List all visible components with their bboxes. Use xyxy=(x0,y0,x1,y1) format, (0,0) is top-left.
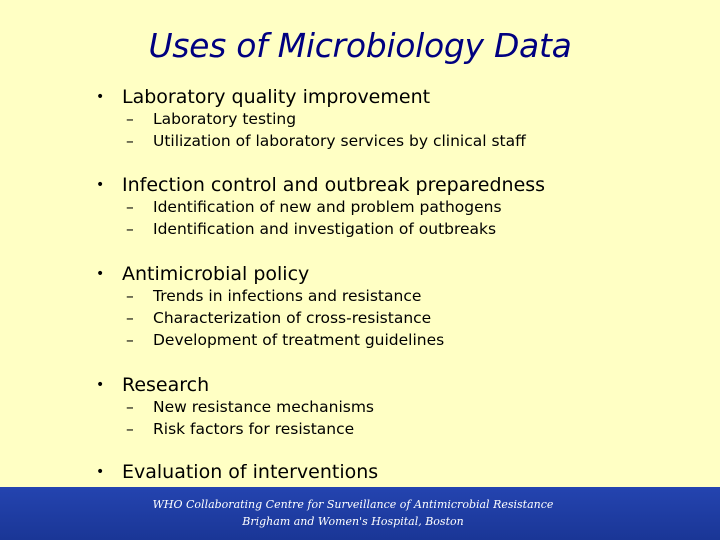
sub-bullet-item xyxy=(126,307,444,329)
bullet-marker: • xyxy=(96,377,105,393)
bullet-text: Laboratory quality improvement xyxy=(122,86,431,108)
sub-bullet-item xyxy=(126,196,545,218)
sub-bullet-marker: – xyxy=(126,220,134,238)
bullet-text: Infection control and outbreak preparedness xyxy=(122,174,546,196)
slide-title: Uses of Microbiology Data xyxy=(148,26,572,65)
bullet-text: Research xyxy=(122,374,210,396)
sub-bullet-marker: – xyxy=(126,420,134,438)
sub-bullet-marker: – xyxy=(126,110,134,128)
bullet-group-4 xyxy=(96,374,374,440)
bullet-item xyxy=(96,86,526,108)
sub-bullet-item xyxy=(126,218,545,240)
sub-bullet-text: Risk factors for resistance xyxy=(153,420,355,438)
bullet-marker: • xyxy=(96,177,105,193)
bullet-text: Evaluation of interventions xyxy=(122,461,379,483)
sub-bullet-text: Characterization of cross-resistance xyxy=(153,309,432,327)
bullet-marker: • xyxy=(96,464,105,480)
bullet-group-1 xyxy=(96,86,526,152)
sub-bullet-text: Utilization of laboratory services by clinical staff xyxy=(153,132,526,150)
sub-bullet-item xyxy=(126,418,374,440)
sub-bullet-marker: – xyxy=(126,309,134,327)
bullet-marker: • xyxy=(96,266,105,282)
bullet-item xyxy=(96,174,545,196)
bullet-text: Antimicrobial policy xyxy=(122,263,310,285)
sub-bullet-item xyxy=(126,329,444,351)
sub-bullet-text: Development of treatment guidelines xyxy=(153,331,445,349)
sub-bullet-marker: – xyxy=(126,398,134,416)
sub-bullet-item xyxy=(126,396,374,418)
sub-bullet-marker: – xyxy=(126,287,134,305)
sub-bullet-text: Trends in infections and resistance xyxy=(153,287,422,305)
sub-bullet-text: Identification and investigation of outbreaks xyxy=(153,220,497,238)
sub-bullet-marker: – xyxy=(126,132,134,150)
footer-banner xyxy=(0,487,720,540)
sub-bullet-marker: – xyxy=(126,331,134,349)
sub-bullet-text: Identification of new and problem pathogens xyxy=(153,198,502,216)
sub-bullet-text: Laboratory testing xyxy=(153,110,297,128)
sub-bullet-marker: – xyxy=(126,198,134,216)
bullet-item xyxy=(96,461,378,483)
sub-bullet-item xyxy=(126,285,444,307)
footer-line-1: WHO Collaborating Centre for Surveillance of Antimicrobial Resistance xyxy=(152,498,554,511)
footer-line-2: Brigham and Women's Hospital, Boston xyxy=(242,515,464,528)
bullet-item xyxy=(96,263,444,285)
sub-bullet-text: New resistance mechanisms xyxy=(153,398,375,416)
bullet-group-5 xyxy=(96,461,378,483)
sub-bullet-item xyxy=(126,108,526,130)
bullet-marker: • xyxy=(96,89,105,105)
sub-bullet-item xyxy=(126,130,526,152)
bullet-item xyxy=(96,374,374,396)
bullet-group-2 xyxy=(96,174,545,240)
bullet-group-3 xyxy=(96,263,444,351)
